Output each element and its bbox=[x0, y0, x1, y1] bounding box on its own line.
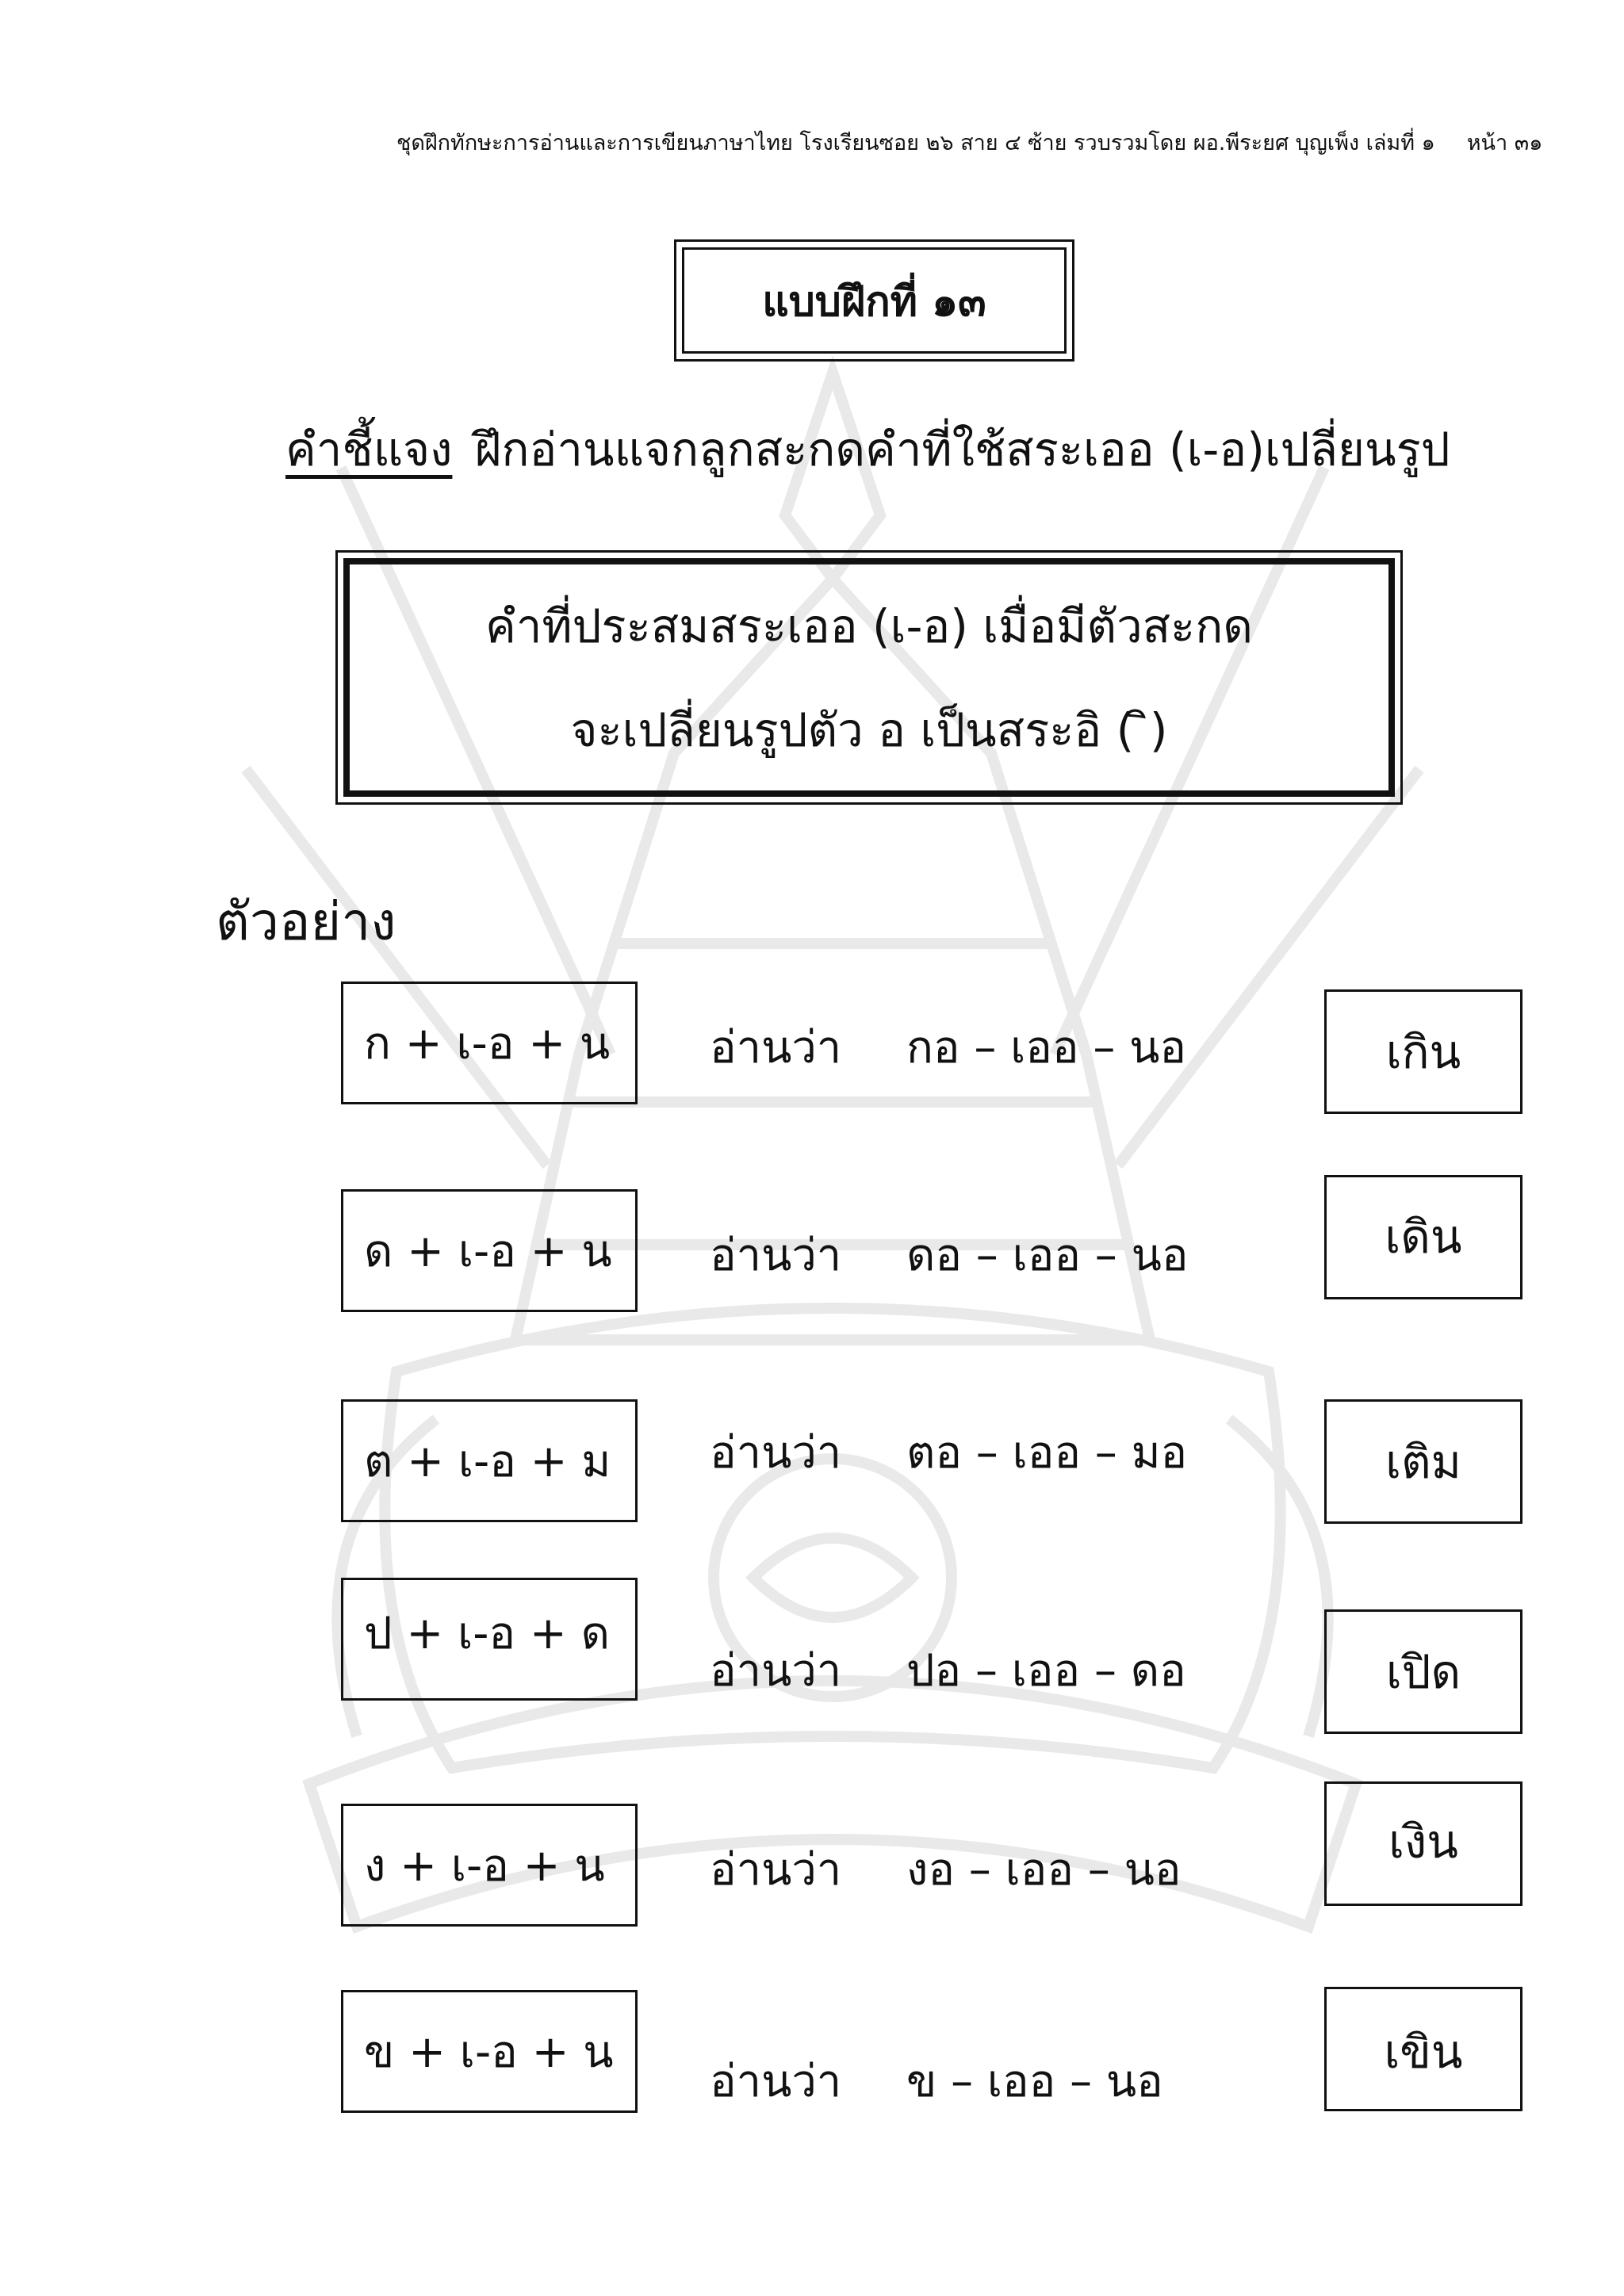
reading-text: งอ – เออ – นอ bbox=[906, 1844, 1182, 1896]
example-row bbox=[0, 982, 1624, 1108]
example-row bbox=[0, 1990, 1624, 2117]
exercise-title-box bbox=[674, 239, 1074, 362]
page-header bbox=[396, 125, 1543, 159]
formula-box: ป + เ-อ + ด bbox=[341, 1578, 638, 1701]
read-label: อ่านว่า bbox=[710, 1645, 842, 1697]
rule-box bbox=[335, 550, 1403, 805]
example-label: ตัวอย่าง bbox=[216, 891, 396, 952]
example-row bbox=[0, 1399, 1624, 1526]
read-label: อ่านว่า bbox=[710, 1022, 842, 1073]
result-word-box: เปิด bbox=[1324, 1609, 1522, 1734]
formula-box: ง + เ-อ + น bbox=[341, 1804, 638, 1927]
example-row bbox=[0, 1189, 1624, 1316]
result-word-box: เงิน bbox=[1324, 1781, 1522, 1906]
rule-line-2: จะเปลี่ยนรูปตัว อ เป็นสระอิ ( ิ) bbox=[570, 702, 1168, 757]
instruction-text: ฝึกอ่านแจกลูกสะกดคำที่ใช้สระเออ (เ-อ)เปลี่ยนรูป bbox=[474, 423, 1450, 476]
header-text: ชุดฝึกทักษะการอ่านและการเขียนภาษาไทย โรงเรียนซอย ๒๖ สาย ๔ ซ้าย รวบรวมโดย ผอ.พีระยศ บุญเพ็ง เล่มที่ ๑ bbox=[396, 131, 1435, 155]
read-label: อ่านว่า bbox=[710, 1230, 842, 1281]
result-word-box: เดิน bbox=[1324, 1175, 1522, 1299]
instruction bbox=[285, 412, 1522, 486]
read-label: อ่านว่า bbox=[710, 2056, 842, 2107]
exercise-title: แบบฝึกที่ ๑๓ bbox=[762, 277, 986, 326]
reading-text: ข – เออ – นอ bbox=[906, 2056, 1163, 2107]
reading-text: กอ – เออ – นอ bbox=[906, 1022, 1187, 1073]
example-row bbox=[0, 1804, 1624, 1931]
result-word-box: เกิน bbox=[1324, 989, 1522, 1114]
example-row bbox=[0, 1578, 1624, 1705]
read-label: อ่านว่า bbox=[710, 1844, 842, 1896]
instruction-label: คำชี้แจง bbox=[285, 423, 453, 476]
result-word-box: เขิน bbox=[1324, 1987, 1522, 2111]
rule-line-1: คำที่ประสมสระเออ (เ-อ) เมื่อมีตัวสะกด bbox=[485, 599, 1253, 653]
formula-box: ข + เ-อ + น bbox=[341, 1990, 638, 2113]
formula-box: ต + เ-อ + ม bbox=[341, 1399, 638, 1522]
page-number: หน้า ๓๑ bbox=[1466, 131, 1543, 155]
read-label: อ่านว่า bbox=[710, 1427, 842, 1479]
reading-text: ดอ – เออ – นอ bbox=[906, 1230, 1189, 1281]
result-word-box: เติม bbox=[1324, 1399, 1522, 1524]
reading-text: ปอ – เออ – ดอ bbox=[906, 1645, 1186, 1697]
reading-text: ตอ – เออ – มอ bbox=[906, 1427, 1188, 1479]
formula-box: ด + เ-อ + น bbox=[341, 1189, 638, 1312]
formula-box: ก + เ-อ + น bbox=[341, 982, 638, 1104]
